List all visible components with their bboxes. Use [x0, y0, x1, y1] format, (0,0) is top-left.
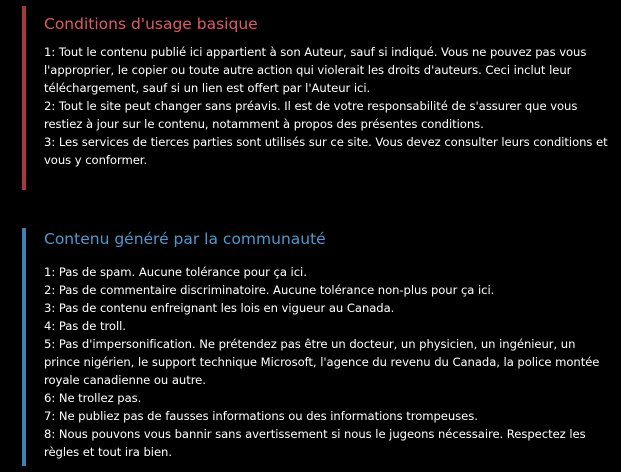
rule-item: 1: Tout le contenu publié ici appartient à son Auteur, sauf si indiqué. Vous ne pouvez pas vous l'approprier, le copier ou toute autre action qui violerait les droits d'auteurs. Ceci inclut leur téléchargement, sauf si un lien est offert par l'Auteur ici. — [44, 45, 587, 95]
rule-item: 7: Ne publiez pas de fausses informations ou des informations trompeuses. — [44, 409, 478, 423]
rule-item: 1: Pas de spam. Aucune tolérance pour ça ici. — [44, 265, 307, 279]
rule-item: 2: Tout le site peut changer sans préavis. Il est de votre responsabilité de s'assurer que vous restiez à jour sur le contenu, notamment à propos des présentes conditions. — [44, 99, 578, 131]
rule-item: 8: Nous pouvons vous bannir sans avertissement si nous le jugeons nécessaire. Respectez les règles et tout ira bien. — [44, 427, 586, 459]
rule-item: 6: Ne trollez pas. — [44, 391, 142, 405]
section-body-community-content — [44, 263, 614, 461]
section-community-content — [22, 228, 614, 466]
rule-item: 2: Pas de commentaire discriminatoire. Aucune tolérance non-plus pour ça ici. — [44, 283, 495, 297]
rule-item: 3: Pas de contenu enfreignant les lois en vigueur au Canada. — [44, 301, 395, 315]
rule-item: 3: Les services de tierces parties sont utilisés sur ce site. Vous devez consulter leurs conditions et vous y conformer. — [44, 135, 608, 167]
rule-item: 4: Pas de troll. — [44, 319, 126, 333]
section-basic-terms — [22, 6, 614, 190]
section-title-community-content: Contenu généré par la communauté — [44, 230, 326, 248]
rule-item: 5: Pas d'impersonification. Ne prétendez pas être un docteur, un physicien, un ingénieur, un prince nigérien, le support technique Microsoft, l'agence du revenu du Canada, la police montée royale canadienne ou autre. — [44, 337, 600, 387]
section-title-basic-terms: Conditions d'usage basique — [44, 15, 258, 33]
section-body-basic-terms — [44, 43, 614, 169]
